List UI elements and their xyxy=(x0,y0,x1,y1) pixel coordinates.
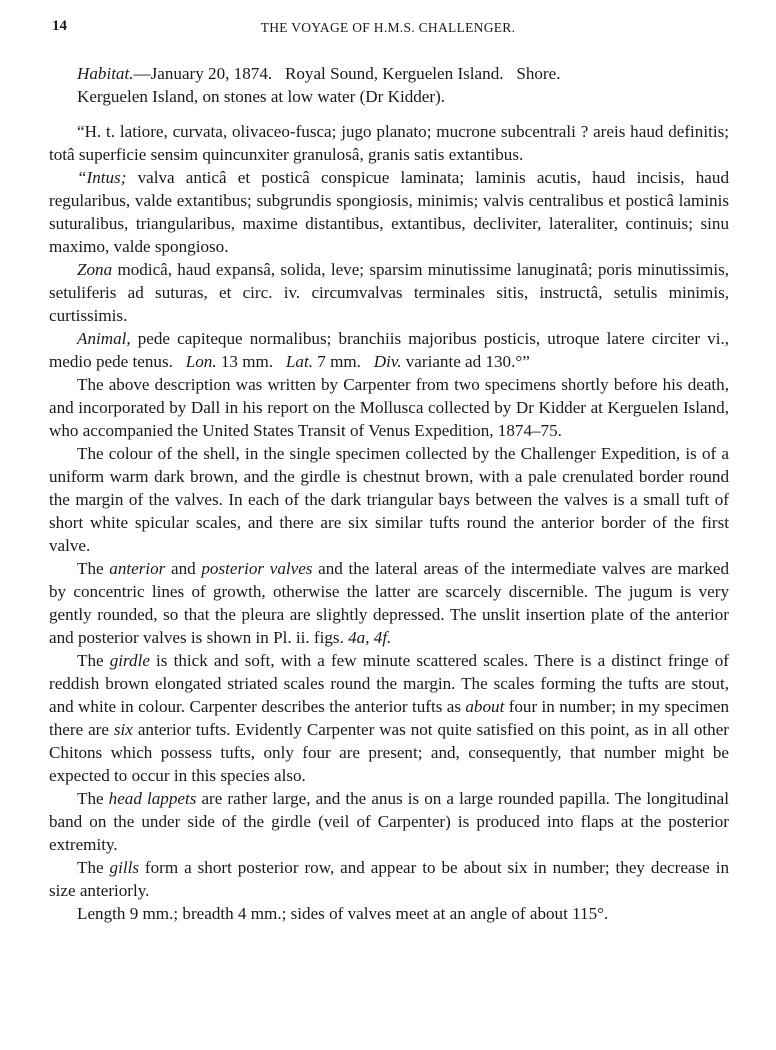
term-posterior-valves: posterior valves xyxy=(201,559,313,578)
latin-description-zona xyxy=(49,258,729,327)
term-anterior: anterior xyxy=(109,559,166,578)
text-run: The xyxy=(77,559,110,578)
paragraph-gills xyxy=(49,856,729,902)
lat-value: 7 mm. xyxy=(313,352,374,371)
habitat-line-1 xyxy=(77,62,729,85)
paragraph-measurements: Length 9 mm.; breadth 4 mm.; sides of valves meet at an angle of about 115°. xyxy=(77,904,609,923)
text-run: anterior tufts. Evidently Carpenter was not quite satisfied on this point, as in all other Chitons which possess tufts, only four are present; and, consequently, that number might be expected to occur in this species also. xyxy=(49,720,729,785)
text-run: The xyxy=(77,651,110,670)
paragraph-description-source: The above description was written by Carpenter from two specimens shortly before his death, and incorporated by Dall in his report on the Mollusca collected by Dr Kidder at Kerguelen Island, who accompanied the United States Transit of Venus Expedition, 1874–75. xyxy=(49,375,729,440)
text-run: is thick and soft, with a few minute scattered scales. There is a distinct fringe of reddish brown elongated striated scales round the margin. The scales forming the tufts are stout, and white in colour. Carpenter describes the anterior tufts as xyxy=(49,651,729,716)
habitat-block xyxy=(49,62,729,108)
text-run: The xyxy=(77,789,109,808)
running-title: THE VOYAGE OF H.M.S. CHALLENGER. xyxy=(260,20,516,35)
term-zona: Zona xyxy=(77,260,113,279)
figure-reference: 4a, 4f. xyxy=(348,628,392,647)
term-div: Div. xyxy=(373,352,402,371)
term-gills: gills xyxy=(109,858,139,877)
term-six: six xyxy=(113,720,133,739)
latin-description-shell: “H. t. latiore, curvata, olivaceo-fusca; jugo planato; mucrone subcentrali ? areis haud definitis; totâ superficie sensim quincunxiter granulosâ, granis satis extantibus. xyxy=(49,122,729,164)
zona-text: modicâ, haud expansâ, solida, leve; sparsim minutissime lanuginatâ; poris minutissimis, setuliferis ad suturas, et circ. iv. circumvalvas terminales sitis, instructâ, setulis minimis, curtissimis. xyxy=(49,260,729,325)
lon-value: 13 mm. xyxy=(216,352,286,371)
animal-text: pede capiteque normalibus; branchiis majoribus posticis, utroque latere circiter vi., medio pede tenus. xyxy=(49,329,734,371)
latin-description-animal xyxy=(49,327,734,373)
habitat-line-2: Kerguelen Island, on stones at low water (Dr Kidder). xyxy=(77,87,446,106)
text-run: form a short posterior row, and appear to be about six in number; they decrease in size anteriorly. xyxy=(49,858,729,900)
intus-text: valva anticâ et posticâ conspicue laminata; laminis acutis, haud incisis, haud regularibus, valde extantibus; subgrundis spongiosis, minimis; valvis centralibus et posticâ laminis suturalibus, triangularibus, maxime distantibus, extantibus, decliviter, lateraliter, continuis; sinu maximo, valde spongioso. xyxy=(49,168,729,256)
text-run: are rather large, and the anus is on a large rounded papilla. The longitudinal band on the under side of the girdle (veil of Carpenter) is produced into flaps at the posterior extremity. xyxy=(49,789,729,854)
latin-description-intus xyxy=(49,166,729,258)
term-about: about xyxy=(465,697,505,716)
body-text xyxy=(49,62,734,925)
term-animal: Animal, xyxy=(77,329,131,348)
paragraph-valves xyxy=(49,557,729,649)
term-head-lappets: head lappets xyxy=(108,789,197,808)
text-run: The xyxy=(77,858,110,877)
paragraph-girdle xyxy=(49,649,729,787)
running-head xyxy=(40,18,736,40)
habitat-label: Habitat. xyxy=(77,64,134,83)
term-lat: Lat. xyxy=(285,352,313,371)
habitat-details: —January 20, 1874. Royal Sound, Kerguelen Island. Shore. xyxy=(133,64,561,83)
term-intus: “Intus; xyxy=(77,168,127,187)
term-lon: Lon. xyxy=(185,352,217,371)
paragraph-colour: The colour of the shell, in the single specimen collected by the Challenger Expedition, is of a uniform warm dark brown, and the girdle is chestnut brown, with a pale crenulated border round the margin of the valves. In each of the dark triangular bays between the valves is a small tuft of short white spicular scales, and there are six similar tufts round the anterior border of the first valve. xyxy=(49,444,729,555)
text-run: and xyxy=(165,559,202,578)
text-run: and the lateral areas of the intermediate valves are marked by concentric lines of growth, otherwise the latter are scarcely discernible. The jugum is very gently rounded, so that the pleura are slightly depressed. The unslit insertion plate of the anterior and posterior valves is shown in Pl. ii. figs. xyxy=(49,559,729,647)
div-value: variante ad 130.°” xyxy=(401,352,530,371)
text-run: four in number; in my specimen there are xyxy=(49,697,729,739)
term-girdle: girdle xyxy=(109,651,150,670)
page-number: 14 xyxy=(52,18,67,34)
paragraph-head-lappets xyxy=(49,787,729,856)
